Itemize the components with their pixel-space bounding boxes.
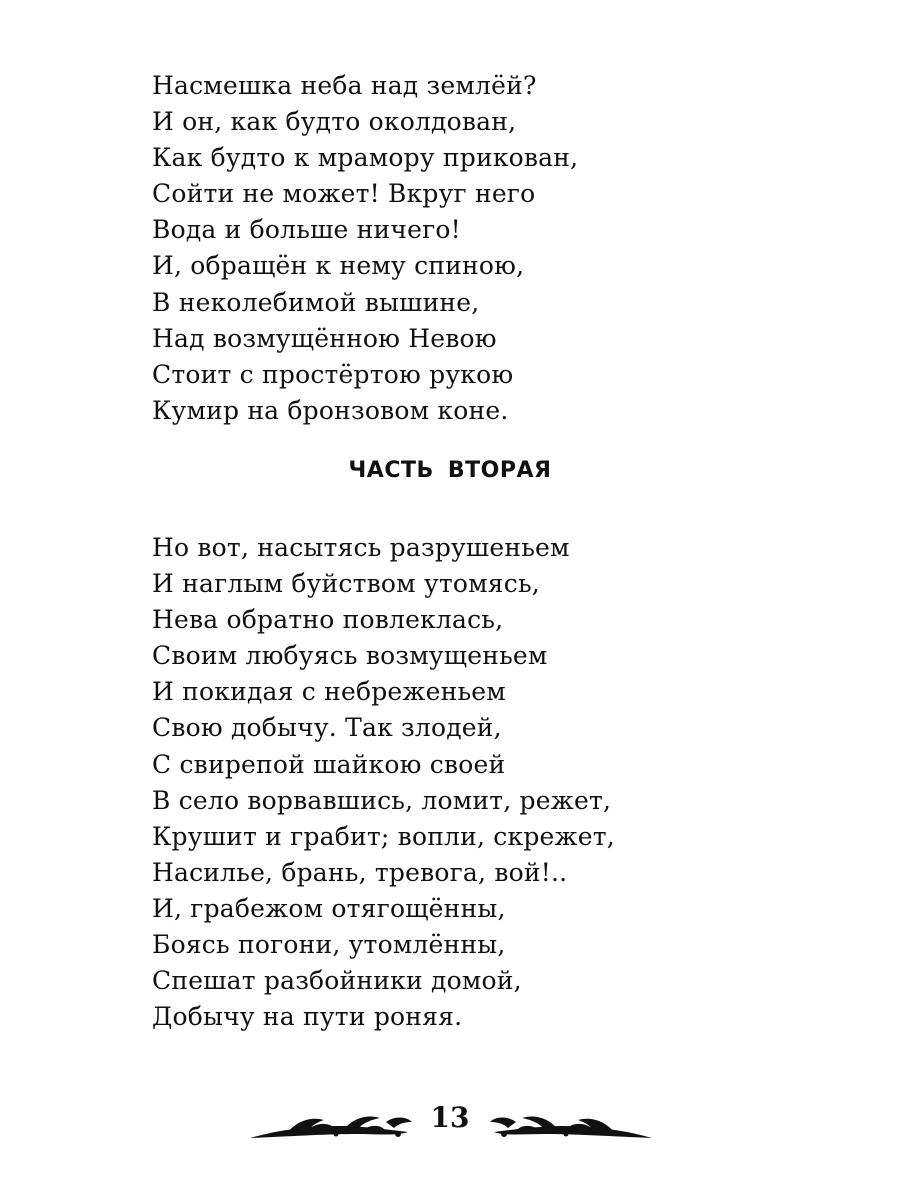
verse-line: И, обращён к нему спиною, xyxy=(152,251,525,281)
verse-line: Кумир на бронзовом коне. xyxy=(152,395,509,425)
verse-line: Своим любуясь возмущеньем xyxy=(152,641,548,671)
verse-line: Боясь погони, утомлённы, xyxy=(152,930,506,960)
verse-line: Насмешка неба над землёй? xyxy=(152,71,537,100)
verse-line: Стоит с простёртою рукою xyxy=(152,359,514,389)
verse-line: Но вот, насытясь разрушеньем xyxy=(152,533,570,562)
verse-line: С свирепой шайкою своей xyxy=(152,749,506,779)
page-footer xyxy=(0,1098,900,1158)
flourish-left-icon xyxy=(248,1104,418,1144)
verse-line: Сойти не может! Вкруг него xyxy=(152,179,536,209)
verse-line: Свою добычу. Так злодей, xyxy=(152,713,502,743)
verse-line: Спешат разбойники домой, xyxy=(152,966,522,996)
verse-line: Как будто к мрамору прикован, xyxy=(152,143,579,173)
page-number: 13 xyxy=(430,1101,470,1134)
verse-line: И покидая с небреженьем xyxy=(152,677,506,707)
verse-line: Над возмущённою Невою xyxy=(152,323,497,353)
verse-line: И наглым буйством утомясь, xyxy=(152,569,540,599)
verse-line: Вода и больше ничего! xyxy=(152,215,461,245)
stanza-1 xyxy=(152,68,578,429)
section-heading: ЧАСТЬ ВТОРАЯ xyxy=(348,458,552,483)
flourish-right-icon xyxy=(484,1104,654,1144)
verse-line: И он, как будто околдован, xyxy=(152,107,517,137)
verse-line: Нева обратно повлеклась, xyxy=(152,605,504,635)
verse-line: Крушит и грабит; вопли, скрежет, xyxy=(152,821,615,851)
verse-line: В неколебимой вышине, xyxy=(152,287,480,317)
stanza-2 xyxy=(152,530,615,1035)
verse-line: Добычу на пути роняя. xyxy=(152,1002,463,1032)
verse-line: В село ворвавшись, ломит, режет, xyxy=(152,785,612,815)
verse-line: И, грабежом отягощённы, xyxy=(152,893,506,923)
verse-line: Насилье, брань, тревога, вой!.. xyxy=(152,857,568,887)
